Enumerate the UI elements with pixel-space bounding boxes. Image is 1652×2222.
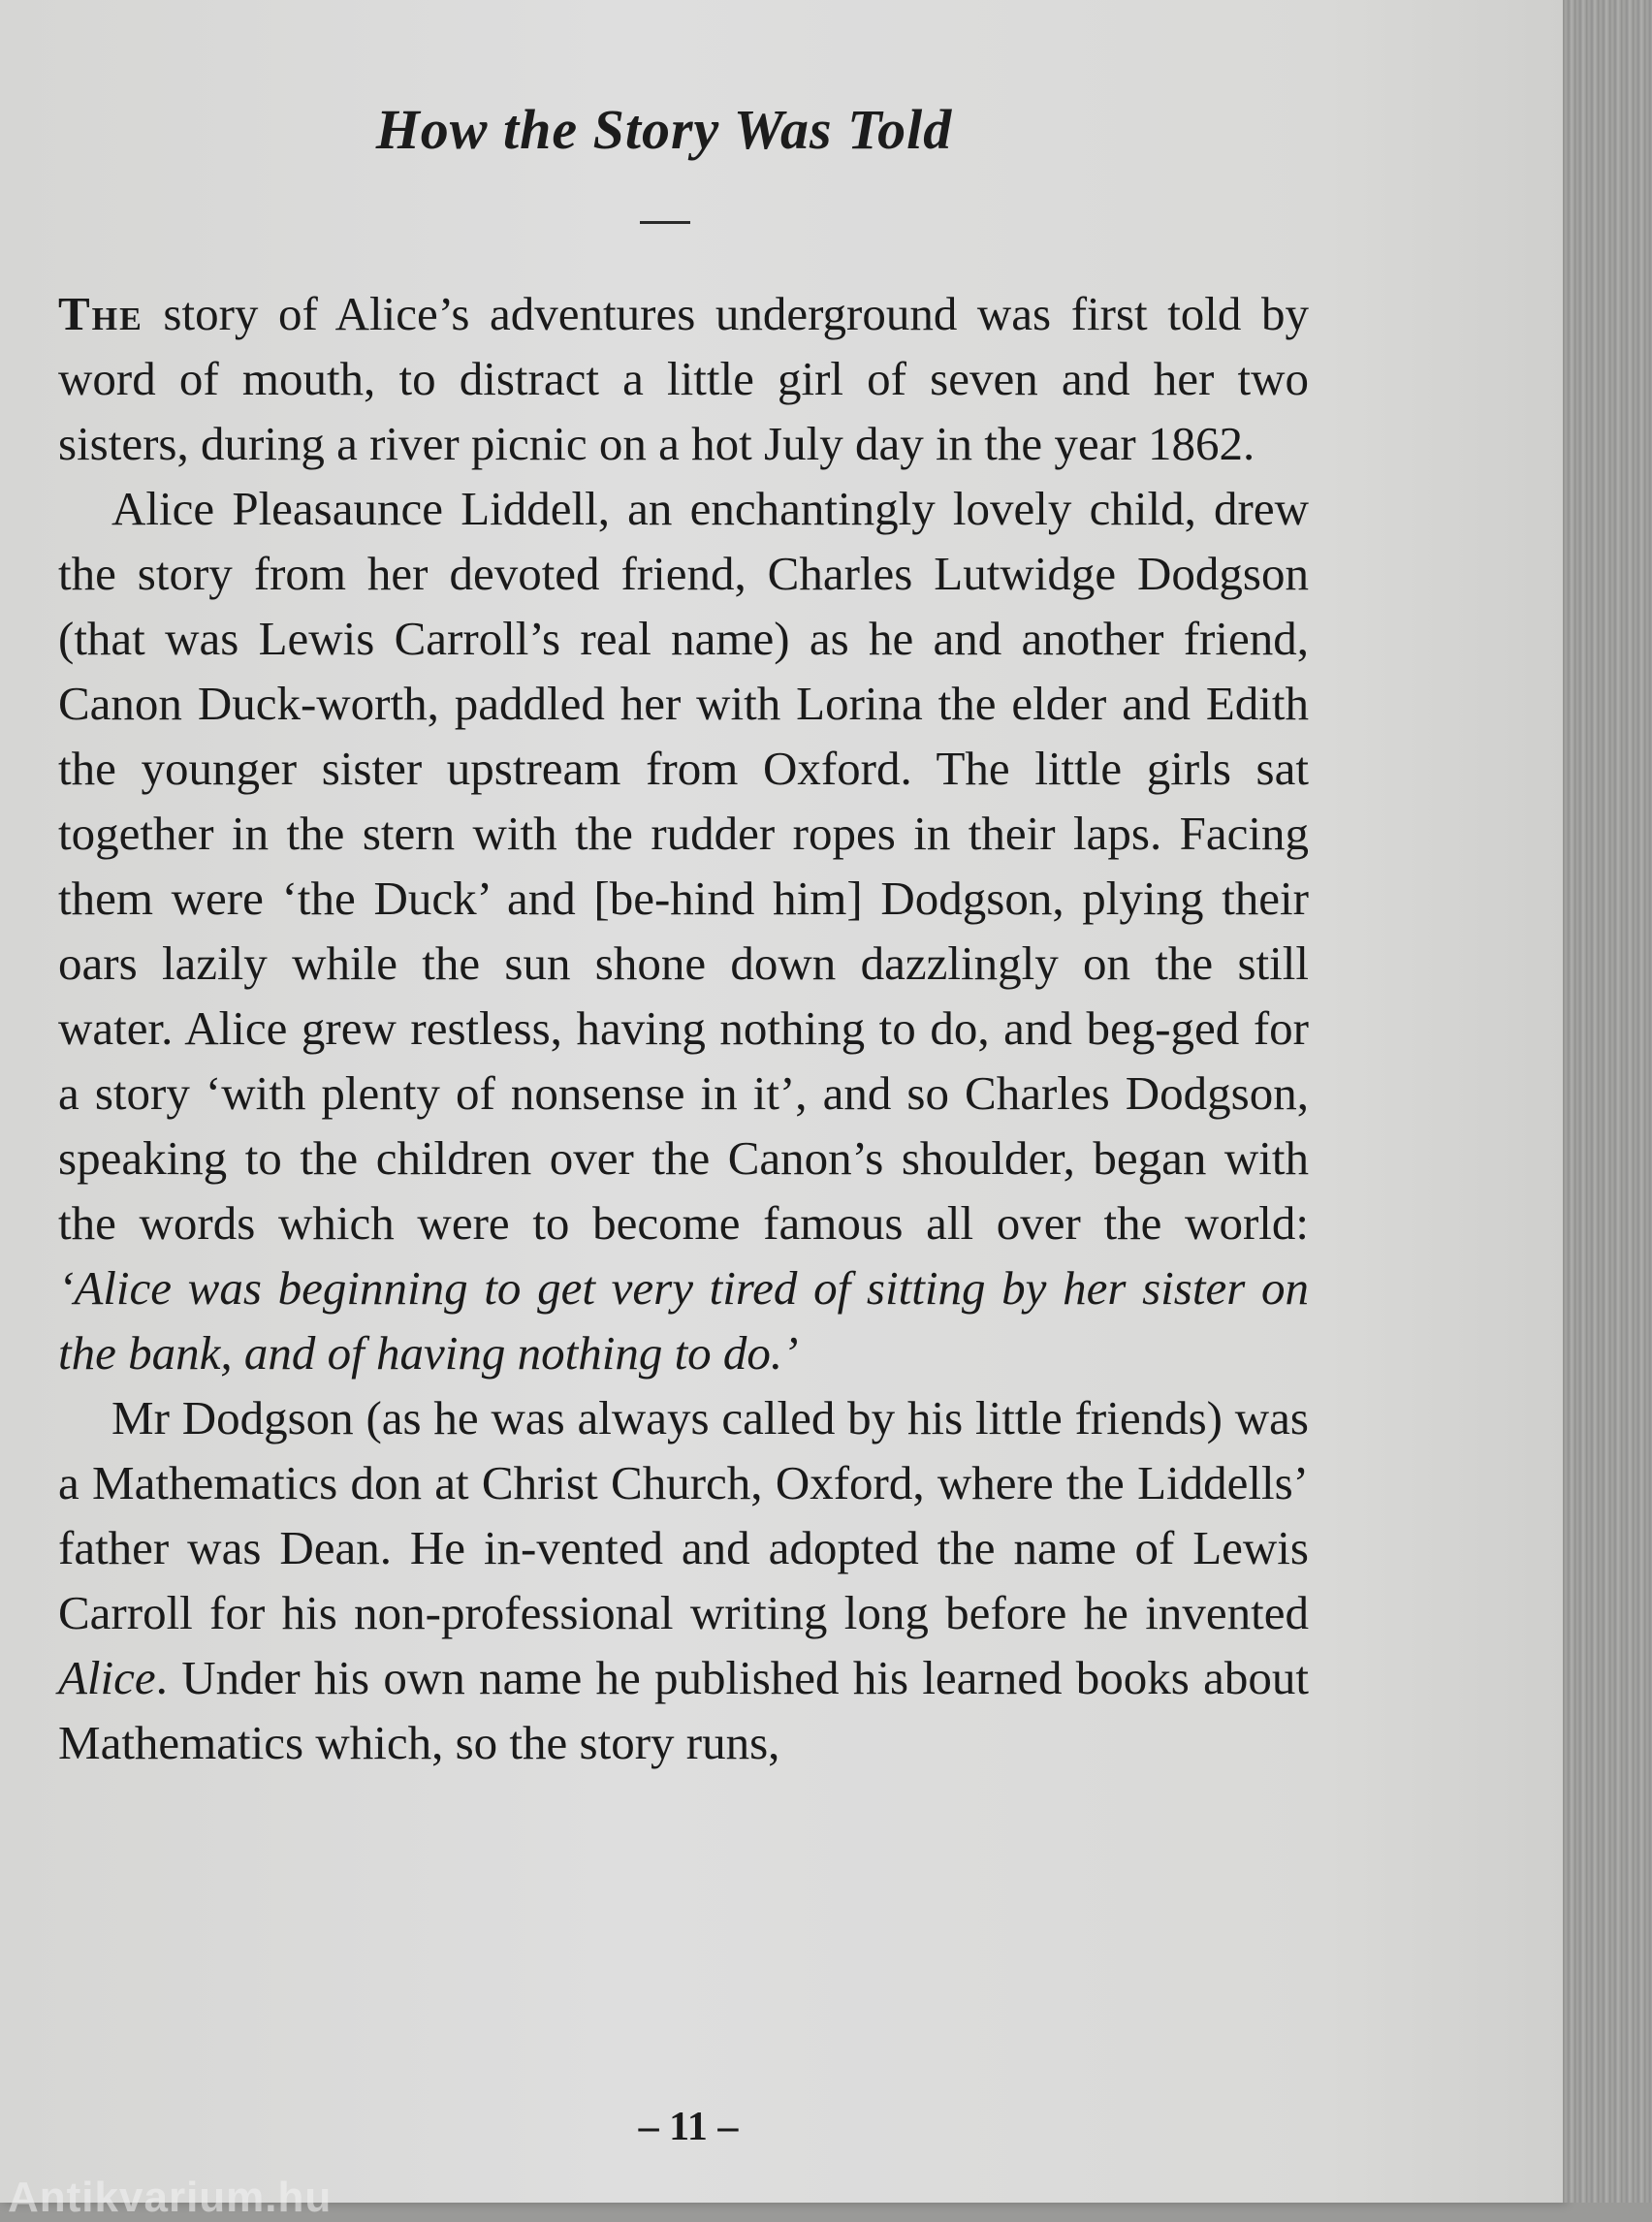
- paragraph-3-text-start: Mr Dodgson (as he was always called by his little friends) was a Mathematics don at Christ Church, Oxford, where the Liddells’ father was Dean. He in-vented and adopted the name of Lewis Carroll for his non-professional writing long before he invented: [58, 1391, 1309, 1639]
- paragraph-3-text-end: . Under his own name he published his learned books about Mathematics which, so the story runs,: [58, 1651, 1309, 1769]
- alice-quote: ‘Alice was beginning to get very tired of sitting by her sister on the bank, and of having nothing to do.’: [58, 1261, 1309, 1380]
- body-text: [58, 281, 1309, 1775]
- chapter-title: How the Story Was Told: [375, 98, 953, 161]
- paragraph-1-text: story of Alice’s adventures underground was first told by word of mouth, to distract a little girl of seven and her two sisters, during a river picnic on a hot July day in the year 1862.: [58, 287, 1309, 470]
- paragraph-2-text: Alice Pleasaunce Liddell, an enchantingly lovely child, drew the story from her devoted friend, Charles Lutwidge Dodgson (that was Lewis Carroll’s real name) as he and another friend, Canon Duck-worth, paddled her with Lorina the elder and Edith the younger sister upstream from Oxford. The little girls sat together in the stern with the rudder ropes in their laps. Facing them were ‘the Duck’ and [be-hind him] Dodgson, plying their oars lazily while the sun shone down dazzlingly on the still water. Alice grew restless, having nothing to do, and beg-ged for a story ‘with plenty of nonsense in it’, and so Charles Dodgson, speaking to the children over the Canon’s shoulder, began with the words which were to become famous all over the world:: [58, 482, 1309, 1250]
- page-edge: [1563, 0, 1652, 2203]
- title-rule: [640, 221, 690, 224]
- alice-title-italic: Alice: [58, 1651, 156, 1704]
- watermark-text: Antikvarium.hu: [8, 2174, 333, 2221]
- paragraph-3: [58, 1385, 1309, 1775]
- lead-word: The: [58, 287, 143, 340]
- paragraph-2: [58, 476, 1309, 1385]
- paragraph-1: [58, 281, 1309, 476]
- page-number: – 11 –: [638, 2105, 739, 2149]
